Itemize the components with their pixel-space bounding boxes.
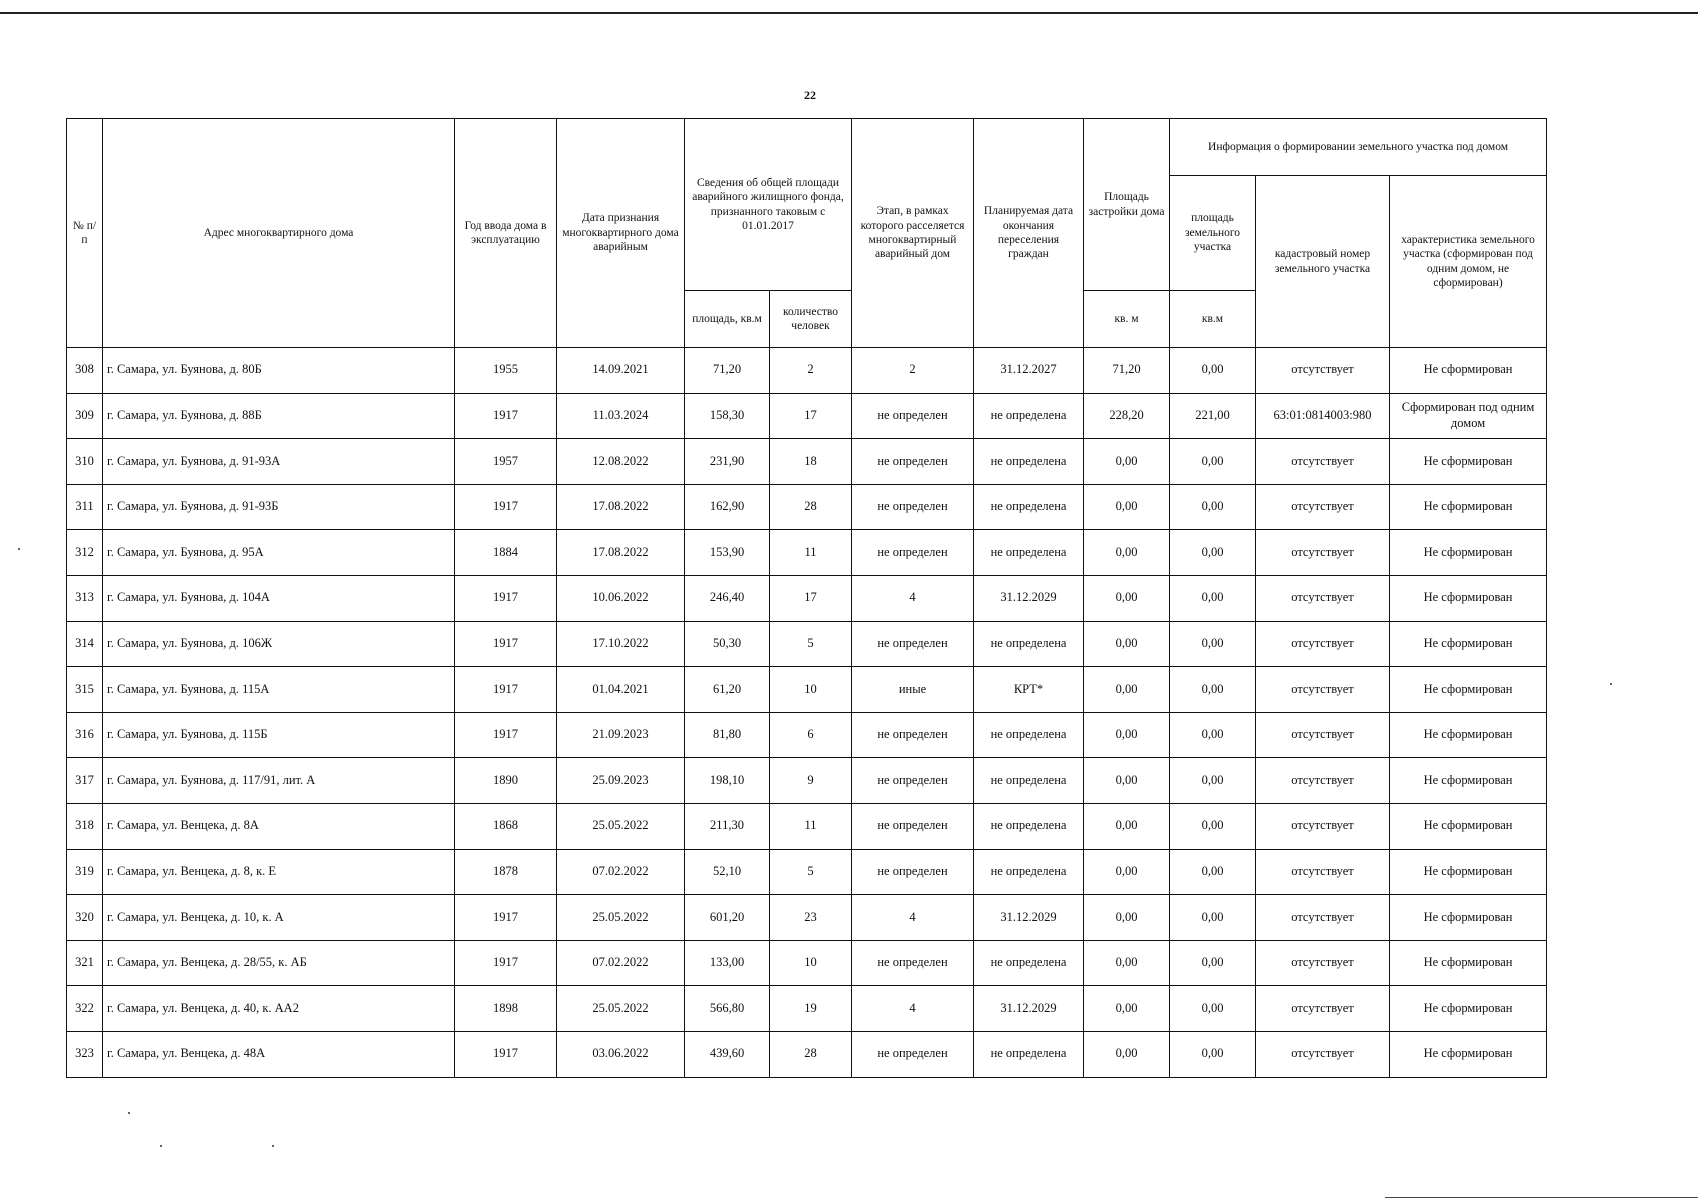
address-cell: г. Самара, ул. Венцека, д. 8, к. Е: [103, 849, 455, 895]
emergency-date-cell: 11.03.2024: [557, 393, 685, 439]
people-cell: 9: [770, 758, 852, 804]
address-cell: г. Самара, ул. Буянова, д. 91-93А: [103, 439, 455, 485]
emergency-date-cell: 17.08.2022: [557, 484, 685, 530]
building-area-cell: 0,00: [1084, 986, 1170, 1032]
cadastral-cell: отсутствует: [1256, 803, 1390, 849]
area-cell: 246,40: [685, 575, 770, 621]
people-cell: 11: [770, 530, 852, 576]
building-area-cell: 0,00: [1084, 439, 1170, 485]
year-cell: 1878: [455, 849, 557, 895]
emergency-date-cell: 07.02.2022: [557, 849, 685, 895]
stage-cell: 4: [852, 575, 974, 621]
emergency-date-cell: 21.09.2023: [557, 712, 685, 758]
land-status-cell: Не сформирован: [1390, 575, 1547, 621]
scan-speck: [1610, 683, 1612, 685]
cadastral-cell: отсутствует: [1256, 758, 1390, 804]
top-rule: [0, 12, 1698, 14]
land-area-cell: 0,00: [1170, 484, 1256, 530]
year-cell: 1868: [455, 803, 557, 849]
header-planned-date: Планируемая дата окончания переселения граждан: [974, 119, 1084, 348]
land-area-cell: 0,00: [1170, 530, 1256, 576]
planned-date-cell: КРТ*: [974, 667, 1084, 713]
stage-cell: 2: [852, 348, 974, 394]
bottom-rule: [1385, 1197, 1698, 1198]
stage-cell: 4: [852, 986, 974, 1032]
area-cell: 162,90: [685, 484, 770, 530]
people-cell: 5: [770, 621, 852, 667]
stage-cell: не определен: [852, 940, 974, 986]
land-area-cell: 0,00: [1170, 348, 1256, 394]
table-row: [67, 530, 1547, 576]
address-cell: г. Самара, ул. Буянова, д. 115Б: [103, 712, 455, 758]
area-cell: 198,10: [685, 758, 770, 804]
row-number: 314: [67, 621, 103, 667]
year-cell: 1917: [455, 667, 557, 713]
header-land-info: Информация о формировании земельного участка под домом: [1170, 119, 1547, 176]
row-number: 309: [67, 393, 103, 439]
land-status-cell: Не сформирован: [1390, 530, 1547, 576]
address-cell: г. Самара, ул. Венцека, д. 10, к. А: [103, 895, 455, 941]
emergency-housing-table: [66, 118, 1547, 1078]
year-cell: 1917: [455, 393, 557, 439]
planned-date-cell: не определена: [974, 530, 1084, 576]
land-status-cell: Не сформирован: [1390, 712, 1547, 758]
emergency-date-cell: 17.08.2022: [557, 530, 685, 576]
row-number: 317: [67, 758, 103, 804]
people-cell: 2: [770, 348, 852, 394]
year-cell: 1917: [455, 575, 557, 621]
people-cell: 11: [770, 803, 852, 849]
year-cell: 1890: [455, 758, 557, 804]
year-cell: 1917: [455, 940, 557, 986]
row-number: 321: [67, 940, 103, 986]
header-area-info: Сведения об общей площади аварийного жилищного фонда, признанного таковым с 01.01.2017: [685, 119, 852, 291]
address-cell: г. Самара, ул. Буянова, д. 95А: [103, 530, 455, 576]
planned-date-cell: 31.12.2029: [974, 895, 1084, 941]
people-cell: 17: [770, 575, 852, 621]
row-number: 323: [67, 1031, 103, 1077]
emergency-date-cell: 03.06.2022: [557, 1031, 685, 1077]
header-area: площадь, кв.м: [685, 291, 770, 348]
building-area-cell: 0,00: [1084, 803, 1170, 849]
emergency-date-cell: 07.02.2022: [557, 940, 685, 986]
building-area-cell: 0,00: [1084, 530, 1170, 576]
stage-cell: не определен: [852, 712, 974, 758]
table-row: [67, 712, 1547, 758]
planned-date-cell: 31.12.2029: [974, 575, 1084, 621]
address-cell: г. Самара, ул. Буянова, д. 117/91, лит. А: [103, 758, 455, 804]
row-number: 320: [67, 895, 103, 941]
address-cell: г. Самара, ул. Венцека, д. 40, к. АА2: [103, 986, 455, 1032]
cadastral-cell: отсутствует: [1256, 575, 1390, 621]
cadastral-cell: отсутствует: [1256, 712, 1390, 758]
header-num: № п/п: [67, 119, 103, 348]
address-cell: г. Самара, ул. Буянова, д. 80Б: [103, 348, 455, 394]
address-cell: г. Самара, ул. Буянова, д. 115А: [103, 667, 455, 713]
address-cell: г. Самара, ул. Венцека, д. 8А: [103, 803, 455, 849]
land-status-cell: Не сформирован: [1390, 484, 1547, 530]
header-building-area-unit: кв. м: [1084, 291, 1170, 348]
year-cell: 1917: [455, 1031, 557, 1077]
stage-cell: не определен: [852, 393, 974, 439]
header-cadastral: кадастровый номер земельного участка: [1256, 176, 1390, 348]
row-number: 310: [67, 439, 103, 485]
year-cell: 1917: [455, 484, 557, 530]
land-area-cell: 0,00: [1170, 895, 1256, 941]
page-number: 22: [804, 88, 816, 102]
address-cell: г. Самара, ул. Венцека, д. 48А: [103, 1031, 455, 1077]
table-row: [67, 484, 1547, 530]
address-cell: г. Самара, ул. Буянова, д. 88Б: [103, 393, 455, 439]
row-number: 312: [67, 530, 103, 576]
land-status-cell: Не сформирован: [1390, 667, 1547, 713]
building-area-cell: 0,00: [1084, 758, 1170, 804]
area-cell: 61,20: [685, 667, 770, 713]
planned-date-cell: 31.12.2027: [974, 348, 1084, 394]
stage-cell: не определен: [852, 849, 974, 895]
land-area-cell: 0,00: [1170, 621, 1256, 667]
building-area-cell: 0,00: [1084, 1031, 1170, 1077]
land-area-cell: 0,00: [1170, 712, 1256, 758]
area-cell: 133,00: [685, 940, 770, 986]
people-cell: 5: [770, 849, 852, 895]
row-number: 313: [67, 575, 103, 621]
land-status-cell: Не сформирован: [1390, 621, 1547, 667]
area-cell: 231,90: [685, 439, 770, 485]
table-row: [67, 758, 1547, 804]
row-number: 319: [67, 849, 103, 895]
land-area-cell: 0,00: [1170, 986, 1256, 1032]
address-cell: г. Самара, ул. Буянова, д. 106Ж: [103, 621, 455, 667]
row-number: 316: [67, 712, 103, 758]
land-status-cell: Не сформирован: [1390, 940, 1547, 986]
emergency-date-cell: 01.04.2021: [557, 667, 685, 713]
table-row: [67, 1031, 1547, 1077]
address-cell: г. Самара, ул. Буянова, д. 91-93Б: [103, 484, 455, 530]
planned-date-cell: не определена: [974, 803, 1084, 849]
header-address: Адрес многоквартирного дома: [103, 119, 455, 348]
stage-cell: не определен: [852, 1031, 974, 1077]
cadastral-cell: отсутствует: [1256, 667, 1390, 713]
people-cell: 18: [770, 439, 852, 485]
planned-date-cell: не определена: [974, 484, 1084, 530]
year-cell: 1917: [455, 712, 557, 758]
building-area-cell: 71,20: [1084, 348, 1170, 394]
area-cell: 81,80: [685, 712, 770, 758]
planned-date-cell: не определена: [974, 439, 1084, 485]
table-row: [67, 393, 1547, 439]
cadastral-cell: отсутствует: [1256, 530, 1390, 576]
table-row: [67, 348, 1547, 394]
emergency-date-cell: 25.05.2022: [557, 986, 685, 1032]
year-cell: 1884: [455, 530, 557, 576]
people-cell: 6: [770, 712, 852, 758]
land-status-cell: Не сформирован: [1390, 348, 1547, 394]
row-number: 318: [67, 803, 103, 849]
emergency-date-cell: 14.09.2021: [557, 348, 685, 394]
cadastral-cell: отсутствует: [1256, 986, 1390, 1032]
people-cell: 17: [770, 393, 852, 439]
row-number: 308: [67, 348, 103, 394]
land-area-cell: 221,00: [1170, 393, 1256, 439]
cadastral-cell: отсутствует: [1256, 895, 1390, 941]
planned-date-cell: не определена: [974, 940, 1084, 986]
land-status-cell: Не сформирован: [1390, 986, 1547, 1032]
building-area-cell: 0,00: [1084, 575, 1170, 621]
emergency-date-cell: 10.06.2022: [557, 575, 685, 621]
land-status-cell: Не сформирован: [1390, 439, 1547, 485]
land-status-cell: Не сформирован: [1390, 803, 1547, 849]
area-cell: 601,20: [685, 895, 770, 941]
scan-speck: [272, 1145, 274, 1147]
table-row: [67, 667, 1547, 713]
cadastral-cell: 63:01:0814003:980: [1256, 393, 1390, 439]
building-area-cell: 0,00: [1084, 484, 1170, 530]
header-building-area: Площадь застройки дома: [1084, 119, 1170, 291]
planned-date-cell: не определена: [974, 849, 1084, 895]
planned-date-cell: не определена: [974, 1031, 1084, 1077]
planned-date-cell: 31.12.2029: [974, 986, 1084, 1032]
table-row: [67, 803, 1547, 849]
land-area-cell: 0,00: [1170, 575, 1256, 621]
land-area-cell: 0,00: [1170, 849, 1256, 895]
cadastral-cell: отсутствует: [1256, 621, 1390, 667]
cadastral-cell: отсутствует: [1256, 940, 1390, 986]
row-number: 315: [67, 667, 103, 713]
year-cell: 1955: [455, 348, 557, 394]
scan-speck: [160, 1145, 162, 1147]
year-cell: 1898: [455, 986, 557, 1032]
planned-date-cell: не определена: [974, 393, 1084, 439]
cadastral-cell: отсутствует: [1256, 348, 1390, 394]
header-land-area-unit: кв.м: [1170, 291, 1256, 348]
row-number: 322: [67, 986, 103, 1032]
scan-speck: [18, 548, 20, 550]
land-status-cell: Не сформирован: [1390, 1031, 1547, 1077]
land-area-cell: 0,00: [1170, 667, 1256, 713]
building-area-cell: 0,00: [1084, 940, 1170, 986]
emergency-date-cell: 25.05.2022: [557, 895, 685, 941]
header-land-status: характеристика земельного участка (сформирован под одним домом, не сформирован): [1390, 176, 1547, 348]
header-year: Год ввода дома в эксплуатацию: [455, 119, 557, 348]
land-status-cell: Не сформирован: [1390, 758, 1547, 804]
land-area-cell: 0,00: [1170, 940, 1256, 986]
year-cell: 1917: [455, 621, 557, 667]
stage-cell: 4: [852, 895, 974, 941]
people-cell: 10: [770, 667, 852, 713]
cadastral-cell: отсутствует: [1256, 849, 1390, 895]
area-cell: 211,30: [685, 803, 770, 849]
stage-cell: не определен: [852, 621, 974, 667]
planned-date-cell: не определена: [974, 712, 1084, 758]
table-row: [67, 439, 1547, 485]
people-cell: 19: [770, 986, 852, 1032]
people-cell: 23: [770, 895, 852, 941]
people-cell: 10: [770, 940, 852, 986]
emergency-date-cell: 25.09.2023: [557, 758, 685, 804]
table-row: [67, 621, 1547, 667]
scan-speck: [128, 1112, 130, 1114]
address-cell: г. Самара, ул. Венцека, д. 28/55, к. АБ: [103, 940, 455, 986]
emergency-date-cell: 25.05.2022: [557, 803, 685, 849]
area-cell: 158,30: [685, 393, 770, 439]
building-area-cell: 0,00: [1084, 667, 1170, 713]
emergency-date-cell: 12.08.2022: [557, 439, 685, 485]
emergency-date-cell: 17.10.2022: [557, 621, 685, 667]
area-cell: 153,90: [685, 530, 770, 576]
header-emergency-date: Дата признания многоквартирного дома аварийным: [557, 119, 685, 348]
land-area-cell: 0,00: [1170, 1031, 1256, 1077]
land-area-cell: 0,00: [1170, 758, 1256, 804]
building-area-cell: 0,00: [1084, 895, 1170, 941]
address-cell: г. Самара, ул. Буянова, д. 104А: [103, 575, 455, 621]
header-land-area: площадь земельного участка: [1170, 176, 1256, 291]
stage-cell: не определен: [852, 758, 974, 804]
building-area-cell: 0,00: [1084, 849, 1170, 895]
table-row: [67, 940, 1547, 986]
land-status-cell: Не сформирован: [1390, 895, 1547, 941]
table-row: [67, 575, 1547, 621]
planned-date-cell: не определена: [974, 621, 1084, 667]
building-area-cell: 0,00: [1084, 712, 1170, 758]
land-status-cell: Сформирован под одним домом: [1390, 393, 1547, 439]
stage-cell: иные: [852, 667, 974, 713]
year-cell: 1957: [455, 439, 557, 485]
building-area-cell: 0,00: [1084, 621, 1170, 667]
row-number: 311: [67, 484, 103, 530]
cadastral-cell: отсутствует: [1256, 1031, 1390, 1077]
area-cell: 71,20: [685, 348, 770, 394]
people-cell: 28: [770, 1031, 852, 1077]
people-cell: 28: [770, 484, 852, 530]
area-cell: 52,10: [685, 849, 770, 895]
area-cell: 50,30: [685, 621, 770, 667]
area-cell: 566,80: [685, 986, 770, 1032]
table-row: [67, 895, 1547, 941]
table-row: [67, 986, 1547, 1032]
table-row: [67, 849, 1547, 895]
building-area-cell: 228,20: [1084, 393, 1170, 439]
stage-cell: не определен: [852, 484, 974, 530]
stage-cell: не определен: [852, 439, 974, 485]
cadastral-cell: отсутствует: [1256, 484, 1390, 530]
land-area-cell: 0,00: [1170, 803, 1256, 849]
header-people: количество человек: [770, 291, 852, 348]
year-cell: 1917: [455, 895, 557, 941]
land-status-cell: Не сформирован: [1390, 849, 1547, 895]
land-area-cell: 0,00: [1170, 439, 1256, 485]
area-cell: 439,60: [685, 1031, 770, 1077]
stage-cell: не определен: [852, 530, 974, 576]
header-stage: Этап, в рамках которого расселяется многоквартирный аварийный дом: [852, 119, 974, 348]
stage-cell: не определен: [852, 803, 974, 849]
cadastral-cell: отсутствует: [1256, 439, 1390, 485]
planned-date-cell: не определена: [974, 758, 1084, 804]
